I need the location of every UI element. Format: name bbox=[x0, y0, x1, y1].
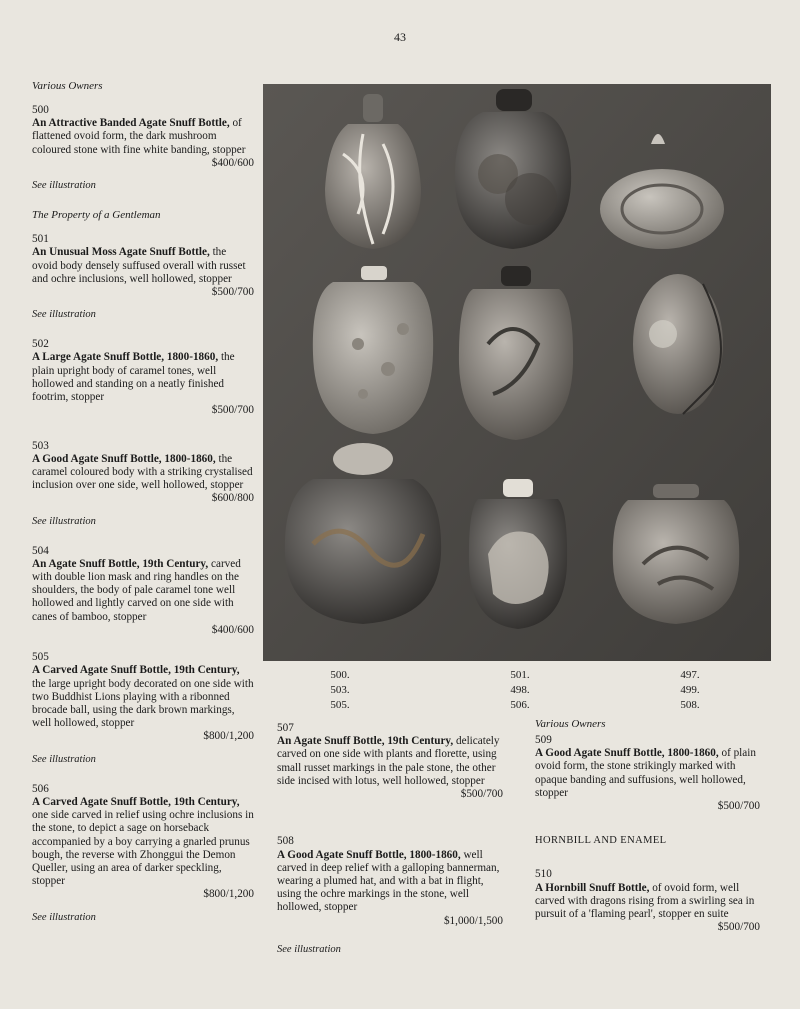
lot-title: An Attractive Banded Agate Snuff Bottle, bbox=[32, 117, 230, 130]
snuff-bottles-photograph bbox=[263, 84, 771, 661]
lot-number: 501 bbox=[32, 233, 49, 246]
caption: 499. bbox=[680, 683, 700, 696]
section-heading: HORNBILL AND ENAMEL bbox=[535, 835, 667, 847]
lot-estimate: $500/700 bbox=[211, 404, 254, 417]
lot-estimate: $800/1,200 bbox=[203, 888, 254, 901]
lot-description: delicately carved on one side with plants and florette, using small russet markings in the pale stone, the other side incised with lotus, well hollowed, stopper bbox=[277, 735, 500, 787]
lot-507 bbox=[277, 722, 503, 801]
see-illustration: See illustration bbox=[32, 180, 96, 192]
caption-column-2 bbox=[480, 668, 560, 713]
lot-number: 508 bbox=[277, 835, 294, 848]
lot-estimate: $500/700 bbox=[460, 788, 503, 801]
lot-502 bbox=[32, 338, 254, 417]
lot-title: A Good Agate Snuff Bottle, 1800-1860, bbox=[32, 452, 216, 465]
caption: 500. bbox=[330, 669, 350, 681]
bottle-503 bbox=[313, 266, 433, 434]
lot-title: An Unusual Moss Agate Snuff Bottle, bbox=[32, 246, 210, 259]
lot-number: 507 bbox=[277, 722, 294, 734]
lot-description: the ovoid body densely suffused overall with russet and ochre inclusions, well hollowed, stopper bbox=[32, 246, 246, 285]
lot-509 bbox=[535, 734, 760, 813]
owner-heading: Various Owners bbox=[535, 718, 606, 730]
lot-number: 509 bbox=[535, 734, 552, 746]
caption: 497. bbox=[680, 669, 700, 681]
see-illustration: See illustration bbox=[32, 309, 96, 321]
bottle-508 bbox=[613, 484, 739, 624]
lot-number: 503 bbox=[32, 439, 49, 452]
lot-description: the plain upright body of caramel tones, well hollowed and standing on a neatly finished footrim, stopper bbox=[32, 351, 235, 404]
caption: 503. bbox=[330, 683, 350, 696]
lot-description: the caramel coloured body with a striking crystalised inclusion over one side, well hollowed, stopper bbox=[32, 452, 253, 492]
lot-501 bbox=[32, 233, 254, 299]
lot-estimate: $400/600 bbox=[211, 623, 254, 636]
lot-number: 505 bbox=[32, 651, 49, 664]
lot-510 bbox=[535, 868, 760, 934]
page-number: 43 bbox=[394, 30, 406, 44]
bottles-illustration bbox=[263, 84, 771, 661]
lot-503 bbox=[32, 440, 254, 506]
lot-title: A Good Agate Snuff Bottle, 1800-1860, bbox=[277, 848, 461, 861]
caption: 501. bbox=[510, 669, 530, 681]
lot-estimate: $800/1,200 bbox=[203, 730, 254, 743]
lot-title: A Good Agate Snuff Bottle, 1800-1860, bbox=[535, 747, 719, 760]
lot-title: An Agate Snuff Bottle, 19th Century, bbox=[277, 735, 454, 748]
lot-505 bbox=[32, 651, 254, 744]
caption: 505. bbox=[330, 698, 350, 711]
caption: 508. bbox=[680, 698, 700, 711]
see-illustration: See illustration bbox=[277, 943, 341, 955]
bottle-498 bbox=[459, 266, 573, 440]
lot-number: 500 bbox=[32, 104, 49, 116]
lot-number: 506 bbox=[32, 782, 49, 795]
see-illustration: See illustration bbox=[32, 515, 96, 527]
lot-description: well carved in deep relief with a galloping bannerman, wearing a plumed hat, and with a bat in flight, using the ochre markings in the stone, well hollowed, stopper bbox=[277, 848, 500, 914]
lot-508 bbox=[277, 835, 503, 928]
see-illustration: See illustration bbox=[32, 753, 96, 765]
lot-estimate: $400/600 bbox=[211, 156, 254, 169]
middle-column bbox=[277, 722, 503, 973]
lot-description: carved with double lion mask and ring handles on the shoulders, the body of pale caramel tone well hollowed and lightly carved on one side with canes of bamboo, stopper bbox=[32, 557, 241, 623]
lot-estimate: $1,000/1,500 bbox=[443, 914, 503, 927]
caption-column-1 bbox=[300, 668, 380, 713]
lot-description: the large upright body decorated on one side with two Buddhist Lions playing with a ribonned brocade ball, using the dark brown markings, well hollowed, stopper bbox=[32, 677, 254, 730]
lot-title: An Agate Snuff Bottle, 19th Century, bbox=[32, 557, 209, 570]
caption: 498. bbox=[510, 683, 530, 696]
lot-title: A Hornbill Snuff Bottle, bbox=[535, 881, 650, 894]
caption-column-3 bbox=[650, 668, 730, 713]
lot-estimate: $500/700 bbox=[717, 921, 760, 934]
lot-506 bbox=[32, 783, 254, 902]
lot-description: one side carved in relief using ochre inclusions in the stone, to depict a sage on horseback accompanied by a boy carrying a gnarled prunus bough, the reverse with Zhonggui the Demon Queller, using an area of darker speckling, stopper bbox=[32, 809, 254, 888]
lot-title: A Large Agate Snuff Bottle, 1800-1860, bbox=[32, 351, 219, 364]
lot-504 bbox=[32, 545, 254, 638]
bottle-499 bbox=[633, 274, 723, 414]
owner-heading: Various Owners bbox=[32, 80, 103, 92]
right-column bbox=[535, 718, 760, 944]
lot-number: 504 bbox=[32, 544, 49, 557]
lot-500 bbox=[32, 104, 254, 170]
lot-number: 502 bbox=[32, 338, 49, 351]
lot-description: of ovoid form, well carved with dragons rising from a swirling sea in pursuit of a 'flaming pearl', stopper en suite bbox=[535, 881, 755, 920]
lot-number: 510 bbox=[535, 868, 552, 881]
see-illustration: See illustration bbox=[32, 911, 96, 923]
lot-estimate: $600/800 bbox=[211, 492, 254, 505]
lot-estimate: $500/700 bbox=[211, 285, 254, 298]
caption: 506. bbox=[510, 698, 530, 711]
left-column bbox=[32, 80, 254, 941]
lot-title: A Carved Agate Snuff Bottle, 19th Century, bbox=[32, 795, 240, 808]
lot-estimate: $500/700 bbox=[717, 800, 760, 813]
owner-heading: The Property of a Gentleman bbox=[32, 209, 161, 222]
lot-title: A Carved Agate Snuff Bottle, 19th Century, bbox=[32, 664, 240, 677]
lot-description: of flattened ovoid form, the dark mushroom coloured stone with fine white banding, stopper bbox=[32, 117, 246, 156]
lot-description: of plain ovoid form, the stone strikingly marked with opaque banding and suffusions, well hollowed, stopper bbox=[535, 747, 756, 799]
bottle-506 bbox=[469, 479, 567, 629]
